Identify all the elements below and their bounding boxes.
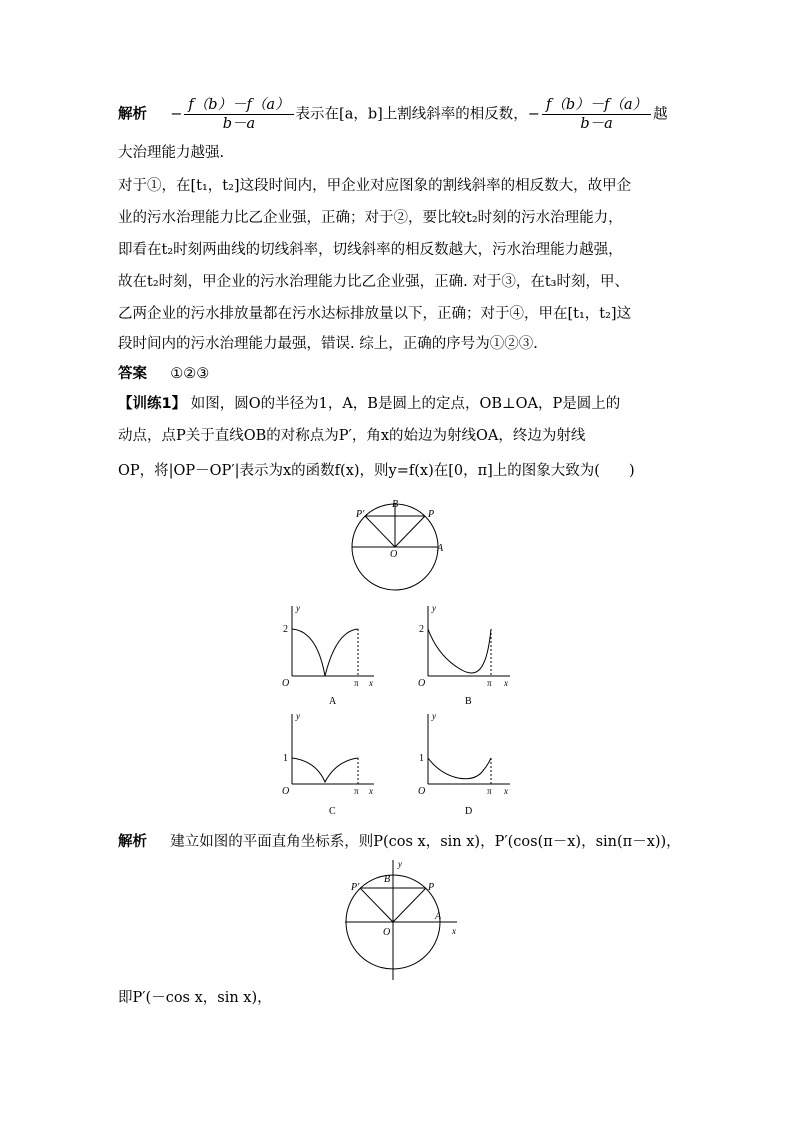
analysis2-label: 解析 [118, 834, 147, 850]
y-label: y [398, 859, 402, 869]
fraction-denominator: b－a [580, 116, 613, 132]
answer-value: ①②③ [170, 366, 210, 382]
circle-figure-1 [340, 495, 460, 595]
para-line: 即看在t₂时刻两曲线的切线斜率，切线斜率的相反数越大，污水治理能力越强， [118, 242, 623, 258]
answer-label: 答案 [118, 366, 147, 382]
para-line: 故在t₂时刻，甲企业的污水治理能力比乙企业强，正确. 对于③，在t₃时刻，甲、 [118, 274, 629, 290]
origin-label: O [418, 786, 426, 797]
x-label: x [369, 786, 373, 796]
tick-2: 2 [283, 624, 288, 635]
label-O: O [390, 549, 398, 560]
fraction-numerator: f（b）－f（a） [184, 96, 293, 115]
origin-label: O [282, 786, 290, 797]
tick-2: 2 [419, 624, 424, 635]
label-B: B [392, 499, 399, 510]
neg-sign: − [527, 106, 540, 123]
neg-sign: − [170, 106, 183, 123]
para-line: 段时间内的污水治理能力最强，错误. 综上，正确的序号为①②③. [118, 336, 538, 352]
label-O: O [383, 927, 391, 938]
last-line: 即P′(－cos x，sin x)， [118, 990, 272, 1006]
y-label: y [432, 711, 436, 721]
option-graph-d [418, 708, 518, 820]
pi-label: π [487, 786, 492, 796]
option-graph-b [418, 600, 518, 710]
para-line: 对于①，在[t₁，t₂]这段时间内，甲企业对应图象的割线斜率的相反数大，故甲企 [118, 178, 632, 194]
option-graph-c [278, 708, 378, 820]
y-label: y [432, 603, 436, 613]
para-line: 乙两企业的污水排放量都在污水达标排放量以下，正确；对于④，甲在[t₁，t₂]这 [118, 306, 632, 322]
tick-1: 1 [419, 753, 424, 764]
x-label: x [504, 786, 508, 796]
pi-label: π [354, 678, 359, 688]
analysis-text-end: 越 [653, 106, 668, 123]
origin-label: O [418, 678, 426, 689]
analysis-line-2: 大治理能力越强. [118, 145, 225, 161]
label-A: A [435, 911, 442, 922]
fraction-1 [184, 96, 293, 133]
x-label: x [369, 678, 373, 688]
origin-label: O [282, 678, 290, 689]
pi-label: π [354, 786, 359, 796]
answer-line [118, 364, 209, 384]
analysis2-line [118, 832, 681, 852]
label-B: B [384, 874, 391, 885]
x-label: x [452, 926, 456, 936]
option-label: C [329, 806, 336, 817]
option-label: A [329, 696, 337, 707]
pi-label: π [487, 678, 492, 688]
exercise-line-3: OP，将|OP－OP′|表示为x的函数f(x)，则y=f(x)在[0，π]上的图象大致为( ) [118, 463, 635, 479]
option-label: B [465, 696, 472, 707]
option-label: D [465, 806, 473, 817]
fraction-numerator: f（b）－f（a） [542, 96, 651, 115]
label-P-prime: P′ [356, 509, 365, 520]
analysis2-text: 建立如图的平面直角坐标系，则P(cos x，sin x)，P′(cos(π－x)，sin(π－x))， [170, 834, 681, 850]
y-label: y [296, 711, 300, 721]
exercise-label: 【训练1】 [118, 396, 187, 412]
y-label: y [296, 603, 300, 613]
label-P: P [428, 509, 435, 520]
tick-1: 1 [283, 753, 288, 764]
analysis-line-1 [118, 96, 668, 133]
label-A: A [437, 543, 444, 554]
para-line: 业的污水治理能力比乙企业强，正确；对于②，要比较t₂时刻的污水治理能力， [118, 210, 623, 226]
analysis-label: 解析 [118, 106, 147, 123]
label-P: P [428, 882, 435, 893]
option-graph-a [278, 600, 378, 710]
analysis-text-mid: 表示在[a，b]上割线斜率的相反数， [295, 106, 528, 123]
label-P-prime: P′ [351, 882, 360, 893]
x-label: x [504, 678, 508, 688]
exercise-line-2: 动点，点P关于直线OB的对称点为P′，角x的始边为射线OA，终边为射线 [118, 428, 586, 444]
fraction-denominator: b－a [222, 116, 256, 132]
exercise-line-1 [118, 394, 620, 414]
exercise-text: 如图，圆O的半径为1，A，B是圆上的定点，OB⊥OA，P是圆上的 [190, 396, 621, 412]
fraction-2 [542, 96, 651, 133]
circle-figure-2 [335, 855, 465, 985]
